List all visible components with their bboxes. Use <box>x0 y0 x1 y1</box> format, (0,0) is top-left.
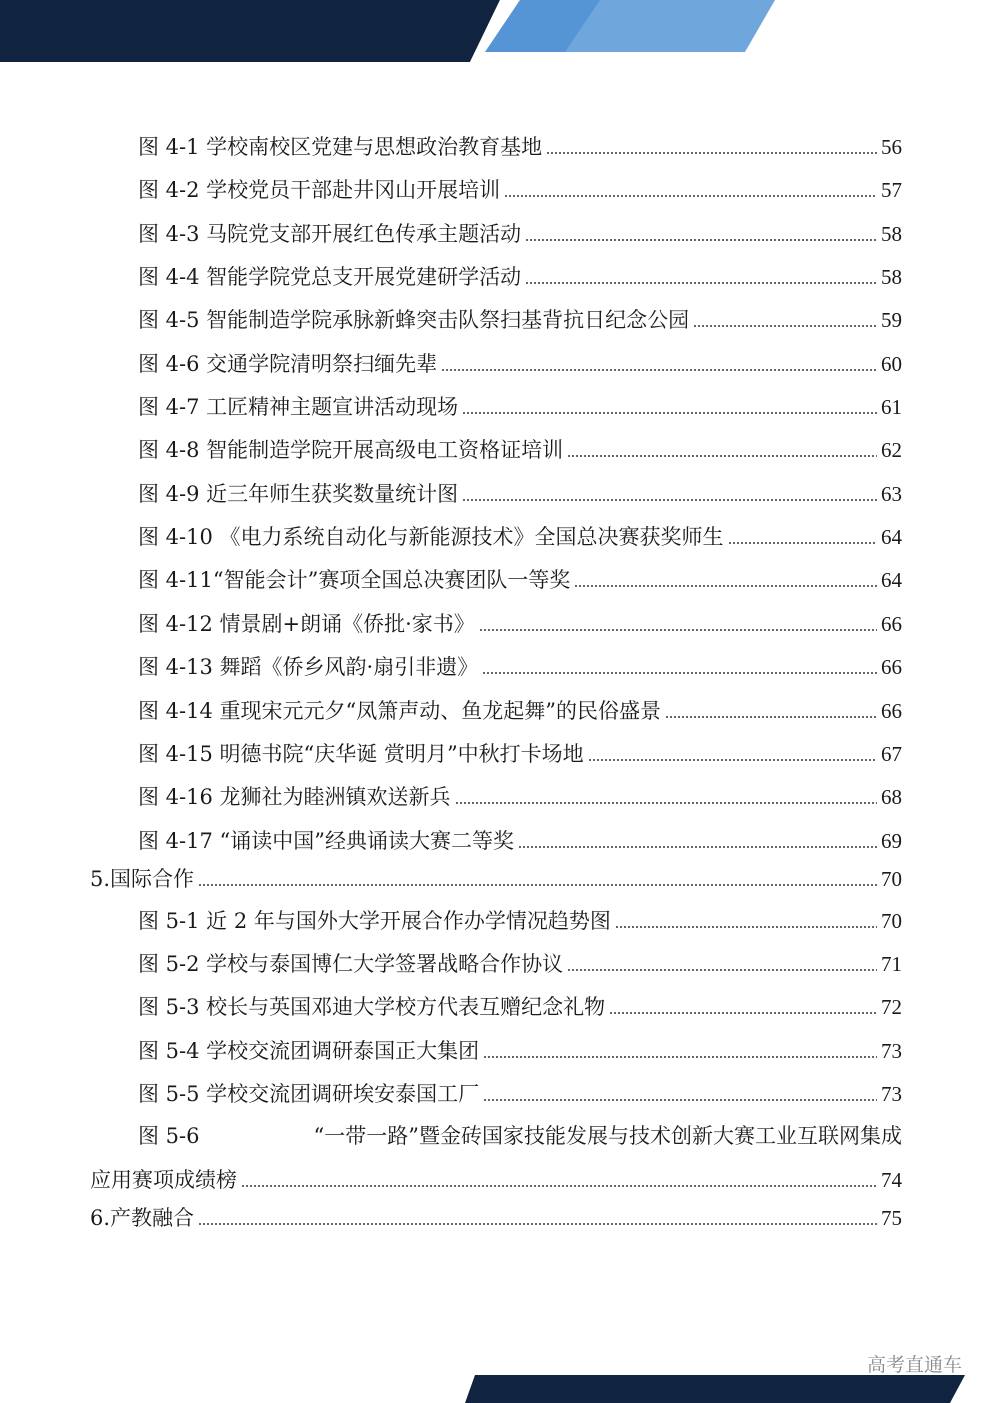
toc-figure-entry[interactable] <box>138 567 902 593</box>
toc-entry-label: 图 4-17 “诵读中国”经典诵读大赛二等奖 <box>138 829 514 853</box>
toc-page-number: 70 <box>881 909 902 933</box>
leader-dots <box>546 151 877 155</box>
leader-dots <box>462 498 877 502</box>
toc-page-number: 60 <box>881 352 902 376</box>
toc-page-number: 66 <box>881 655 902 679</box>
toc-section-entry[interactable] <box>90 1205 902 1231</box>
leader-dots <box>567 454 877 458</box>
toc-page-number: 70 <box>881 867 902 891</box>
toc-figure-entry[interactable] <box>138 698 902 724</box>
toc-page-number: 69 <box>881 829 902 853</box>
leader-dots <box>609 1011 877 1015</box>
toc-page-number: 64 <box>881 568 902 592</box>
toc-figure-entry[interactable] <box>138 177 902 203</box>
toc-figure-entry[interactable] <box>138 524 902 550</box>
toc-entry-label: 图 5-5 学校交流团调研埃安泰国工厂 <box>138 1082 480 1106</box>
toc-figure-entry[interactable] <box>138 394 902 420</box>
toc-entry-label: 图 4-10 《电力系统自动化与新能源技术》全国总决赛获奖师生 <box>138 525 724 549</box>
toc-entry-label: 6.产教融合 <box>90 1206 195 1230</box>
toc-page-number: 71 <box>881 952 902 976</box>
toc-entry-label: 图 4-8 智能制造学院开展高级电工资格证培训 <box>138 438 564 462</box>
leader-dots <box>665 715 877 719</box>
toc-entry-label: 图 5-2 学校与泰国博仁大学签署战略合作协议 <box>138 952 564 976</box>
toc-entry-label: 图 4-9 近三年师生获奖数量统计图 <box>138 482 459 506</box>
leader-dots <box>455 801 877 805</box>
toc-entry-label: 图 4-7 工匠精神主题宣讲活动现场 <box>138 395 459 419</box>
leader-dots <box>693 324 877 328</box>
watermark-text: 高考直通车 <box>866 1354 962 1376</box>
toc-page-number: 58 <box>881 222 902 246</box>
toc-figure-entry[interactable] <box>138 611 902 637</box>
toc-page-number: 75 <box>881 1206 902 1230</box>
leader-dots <box>518 845 877 849</box>
toc-figure-entry[interactable] <box>138 828 902 854</box>
toc-page-number: 73 <box>881 1082 902 1106</box>
toc-figure-entry[interactable] <box>138 741 902 767</box>
toc-page-number: 61 <box>881 395 902 419</box>
toc-entry-label: 图 4-4 智能学院党总支开展党建研学活动 <box>138 265 522 289</box>
leader-dots <box>483 1055 877 1059</box>
leader-dots <box>574 584 877 588</box>
toc-page-number: 58 <box>881 265 902 289</box>
toc-figure-entry[interactable] <box>138 908 902 934</box>
toc-entry-label: 图 4-3 马院党支部开展红色传承主题活动 <box>138 222 522 246</box>
toc-figure-entry[interactable] <box>138 264 902 290</box>
leader-dots <box>588 758 877 762</box>
toc-entry-label: 图 4-16 龙狮社为睦洲镇欢送新兵 <box>138 785 451 809</box>
toc-entry-label: 图 4-14 重现宋元元夕“凤箫声动、鱼龙起舞”的民俗盛景 <box>138 699 661 723</box>
toc-entry-label: 图 4-11“智能会计”赛项全国总决赛团队一等奖 <box>138 568 571 592</box>
leader-dots <box>525 281 877 285</box>
leader-dots <box>567 968 877 972</box>
toc-section-entry[interactable] <box>90 866 902 892</box>
toc-figure-entry[interactable] <box>138 1038 902 1064</box>
toc-figure-entry[interactable] <box>138 654 902 680</box>
leader-dots <box>479 628 877 632</box>
leader-dots <box>198 1222 877 1226</box>
toc-page-number: 67 <box>881 742 902 766</box>
toc-figure-entry[interactable] <box>138 481 902 507</box>
toc-figure-entry[interactable] <box>138 994 902 1020</box>
leader-dots <box>241 1184 877 1188</box>
toc-entry-number: 图 5-6 <box>138 1124 200 1148</box>
leader-dots <box>198 883 877 887</box>
toc-figure-entry[interactable] <box>138 134 902 160</box>
toc-entry-label: 图 5-1 近 2 年与国外大学开展合作办学情况趋势图 <box>138 909 611 933</box>
toc-page-number: 56 <box>881 135 902 159</box>
toc-entry-label: 图 4-13 舞蹈《侨乡风韵·扇引非遗》 <box>138 655 479 679</box>
toc-entry-label: 图 4-2 学校党员干部赴井冈山开展培训 <box>138 178 501 202</box>
toc-entry-label: 图 4-15 明德书院“庆华诞 赏明月”中秋打卡场地 <box>138 742 584 766</box>
leader-dots <box>504 194 877 198</box>
toc-entry-label: “一带一路”暨金砖国家技能发展与技术创新大赛工业互联网集成 <box>313 1124 902 1148</box>
toc-page-number: 66 <box>881 612 902 636</box>
toc-entry-label: 图 4-12 情景剧+朗诵《侨批·家书》 <box>138 612 475 636</box>
toc-page-number: 72 <box>881 995 902 1019</box>
toc-page-number: 63 <box>881 482 902 506</box>
leader-dots <box>482 671 877 675</box>
toc-page-number: 57 <box>881 178 902 202</box>
toc-page-number: 62 <box>881 438 902 462</box>
leader-dots <box>441 368 877 372</box>
toc-page-number: 74 <box>881 1168 902 1192</box>
leader-dots <box>483 1098 877 1102</box>
toc-page-number: 68 <box>881 785 902 809</box>
header-navy-band <box>0 0 500 62</box>
toc-figure-entry[interactable] <box>138 307 902 333</box>
leader-dots <box>728 541 877 545</box>
leader-dots <box>462 411 877 415</box>
toc-figure-entry[interactable] <box>138 351 902 377</box>
toc-entry-label: 图 4-1 学校南校区党建与思想政治教育基地 <box>138 135 543 159</box>
toc-page-number: 59 <box>881 308 902 332</box>
toc-figure-entry[interactable] <box>138 437 902 463</box>
toc-entry-label: 图 4-6 交通学院清明祭扫缅先辈 <box>138 352 438 376</box>
leader-dots <box>615 925 877 929</box>
toc-figure-entry[interactable] <box>138 951 902 977</box>
toc-entry-label: 图 4-5 智能制造学院承脉新蜂突击队祭扫基背抗日纪念公园 <box>138 308 690 332</box>
toc-entry-wrapped-line2[interactable] <box>90 1167 902 1193</box>
toc-entry-label: 应用赛项成绩榜 <box>90 1168 237 1192</box>
toc-page-number: 73 <box>881 1039 902 1063</box>
toc-entry-label: 图 5-3 校长与英国邓迪大学校方代表互赠纪念礼物 <box>138 995 606 1019</box>
toc-entry-wrapped-line1[interactable] <box>138 1123 902 1149</box>
toc-entry-label: 5.国际合作 <box>90 867 195 891</box>
toc-figure-entry[interactable] <box>138 221 902 247</box>
toc-page-number: 66 <box>881 699 902 723</box>
toc-entry-label: 图 5-4 学校交流团调研泰国正大集团 <box>138 1039 480 1063</box>
toc-page-number: 64 <box>881 525 902 549</box>
leader-dots <box>525 238 877 242</box>
toc-figure-entry[interactable] <box>138 784 902 810</box>
footer-navy-band <box>465 1375 965 1403</box>
toc-figure-entry[interactable] <box>138 1081 902 1107</box>
